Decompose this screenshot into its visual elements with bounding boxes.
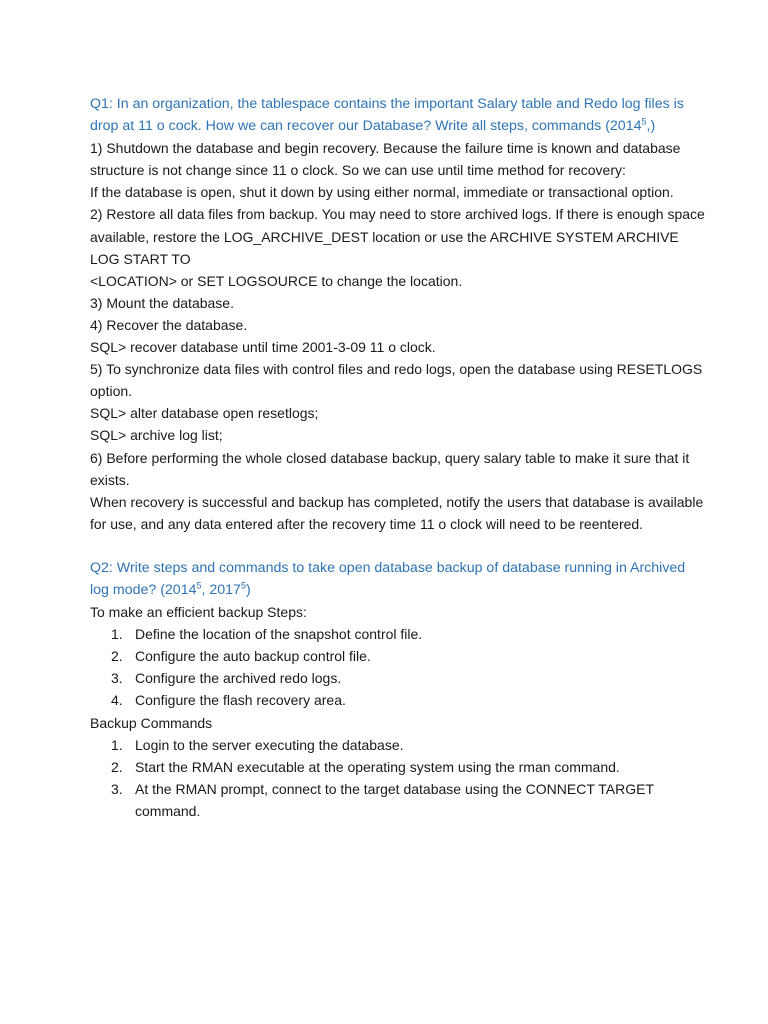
q1-paragraph: SQL> alter database open resetlogs;: [90, 405, 319, 422]
commands-list: [90, 734, 708, 822]
list-number: 4.: [111, 692, 123, 709]
commands-title: Backup Commands: [90, 714, 213, 731]
list-number: 1.: [111, 626, 123, 643]
list-number: 2.: [111, 648, 123, 665]
list-item: [111, 623, 708, 645]
q1-paragraph: SQL> archive log list;: [90, 427, 223, 444]
list-number: 2.: [111, 758, 123, 775]
q1-paragraph: 4) Recover the database.: [90, 316, 248, 333]
q1-paragraph: If the database is open, shut it down by using either normal, immediate or transactional option.: [90, 184, 674, 201]
q1-paragraph: 2) Restore all data files from backup. You may need to store archived logs. If there is enough space available, restore the LOG_ARCHIVE_DEST location or use the ARCHIVE SYSTEM ARCHIVE LOG START TO: [90, 206, 705, 267]
list-item: [111, 778, 708, 822]
steps-title: To make an efficient backup Steps:: [90, 604, 307, 621]
list-item-text: Start the RMAN executable at the operating system using the rman command.: [135, 758, 620, 775]
list-item: [111, 667, 708, 689]
list-item-text: At the RMAN prompt, connect to the target database using the CONNECT TARGET command.: [135, 780, 654, 819]
list-item: [111, 756, 708, 778]
q1-paragraph: 3) Mount the database.: [90, 294, 234, 311]
list-number: 1.: [111, 736, 123, 753]
q1-paragraph: <LOCATION> or SET LOGSOURCE to change the location.: [90, 272, 463, 289]
q1-paragraph: 6) Before performing the whole closed database backup, query salary table to make it sure that it exists.: [90, 449, 690, 488]
q2-heading-tail: ): [245, 581, 251, 598]
q1-paragraph: When recovery is successful and backup has completed, notify the users that database is available for use, and any data entered after the recovery time 11 o clock will need to be reentered.: [90, 493, 704, 532]
q1-paragraph: SQL> recover database until time 2001-3-09 11 o clock.: [90, 339, 436, 356]
q1-heading-tail: ,): [646, 118, 656, 135]
q1-paragraph: 5) To synchronize data files with control files and redo logs, open the database using RESETLOGS option.: [90, 361, 703, 400]
list-item-text: Configure the flash recovery area.: [135, 692, 346, 709]
steps-list: [90, 623, 708, 711]
list-item-text: Login to the server executing the database.: [135, 736, 404, 753]
list-item-text: Configure the archived redo logs.: [135, 670, 342, 687]
q1-heading-superscript: 5: [641, 116, 647, 127]
list-item-text: Define the location of the snapshot control file.: [135, 626, 423, 643]
q1-paragraph: 1) Shutdown the database and begin recovery. Because the failure time is known and database structure is not change since 11 o clock. So we can use until time method for recovery:: [90, 140, 681, 179]
list-item-text: Configure the auto backup control file.: [135, 648, 371, 665]
q1-heading-text: Q1: In an organization, the tablespace contains the important Salary table and Redo log files is drop at 11 o cock. How we can recover our Database? Write all steps, commands (2014: [90, 96, 684, 135]
list-number: 3.: [111, 670, 123, 687]
q2-heading-text: Q2: Write steps and commands to take open database backup of database running in Archived log mode? (2014: [90, 559, 686, 598]
q2-heading-superscript-2: 5: [240, 580, 246, 591]
q1-heading: [90, 93, 708, 137]
q2-heading-superscript-1: 5: [196, 580, 202, 591]
list-item: [111, 734, 708, 756]
list-number: 3.: [111, 780, 123, 797]
section-spacer: [90, 535, 708, 557]
q2-heading: [90, 557, 708, 601]
list-item: [111, 645, 708, 667]
list-item: [111, 689, 708, 711]
q2-heading-mid: , 2017: [201, 581, 241, 598]
